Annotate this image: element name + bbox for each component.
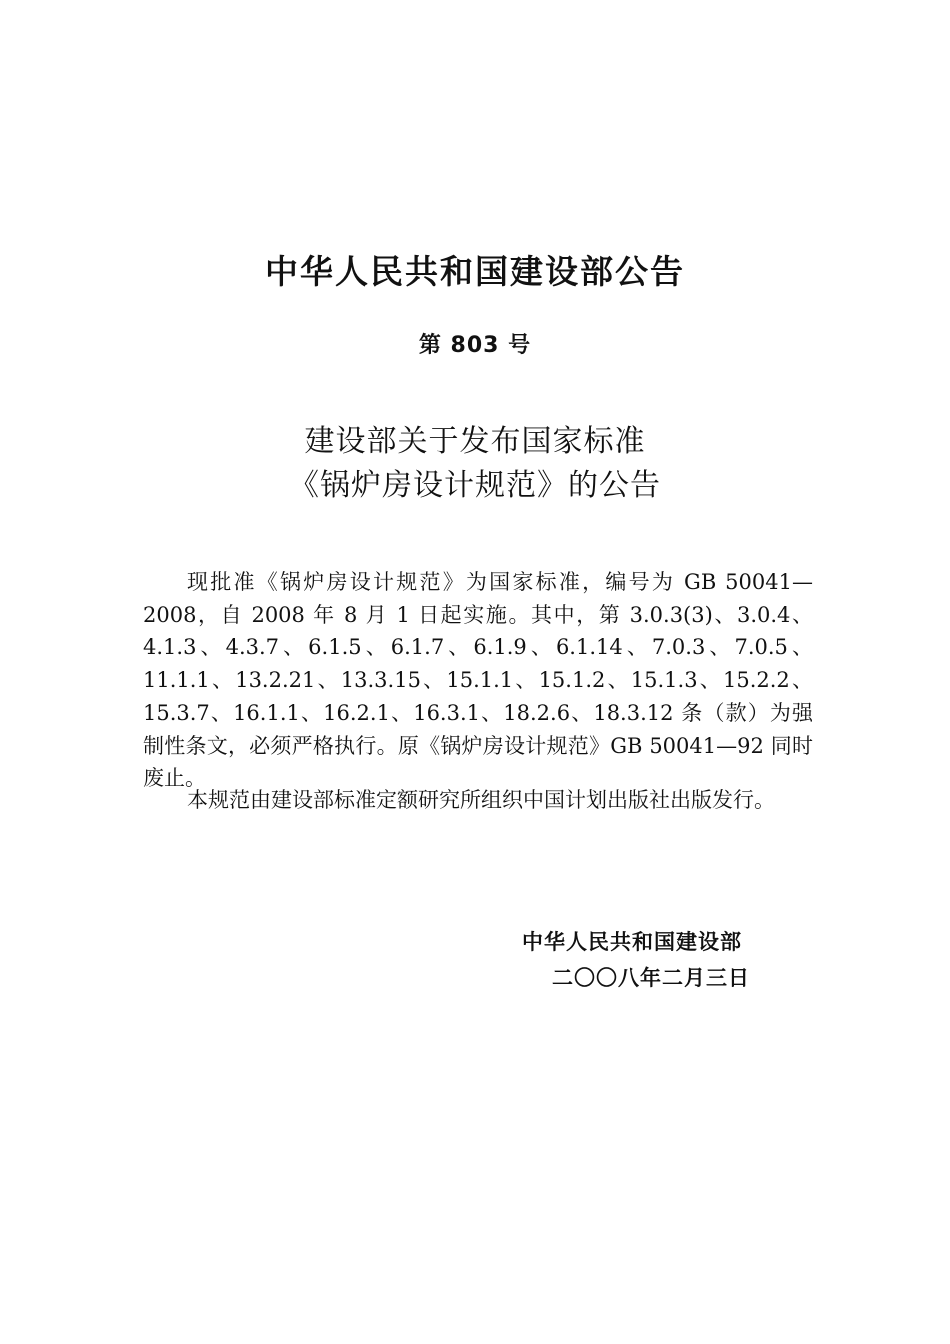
notice-subject-line-1: 建设部关于发布国家标准	[304, 424, 646, 459]
notice-subject-line-2: 《锅炉房设计规范》的公告	[289, 468, 661, 503]
notice-number: 第 803 号	[418, 333, 532, 358]
notice-paragraph-2: 本规范由建设部标准定额研究所组织中国计划出版社出版发行。	[187, 788, 775, 812]
issuer-signature: 中华人民共和国建设部	[522, 930, 742, 954]
issue-date: 二〇〇八年二月三日	[552, 966, 750, 990]
page-title: 中华人民共和国建设部公告	[265, 252, 685, 291]
notice-paragraph-1: 现批准《锅炉房设计规范》为国家标准，编号为 GB 50041—2008，自 2008 年 8 月 1 日起实施。其中，第 3.0.3(3)、3.0.4、4.1.3、4.3.7、6.1.5、6.1.7、6.1.9、6.1.14、7.0.3、7.0.5、11.1.1、13.2.21、13.3.15、15.1.1、15.1.2、15.1.3、15.2.2、15.3.7、16.1.1、16.2.1、16.3.1、18.2.6、18.3.12 条（款）为强制性条文，必须严格执行。原《锅炉房设计规范》GB 50041—92 同时废止。	[143, 570, 813, 791]
